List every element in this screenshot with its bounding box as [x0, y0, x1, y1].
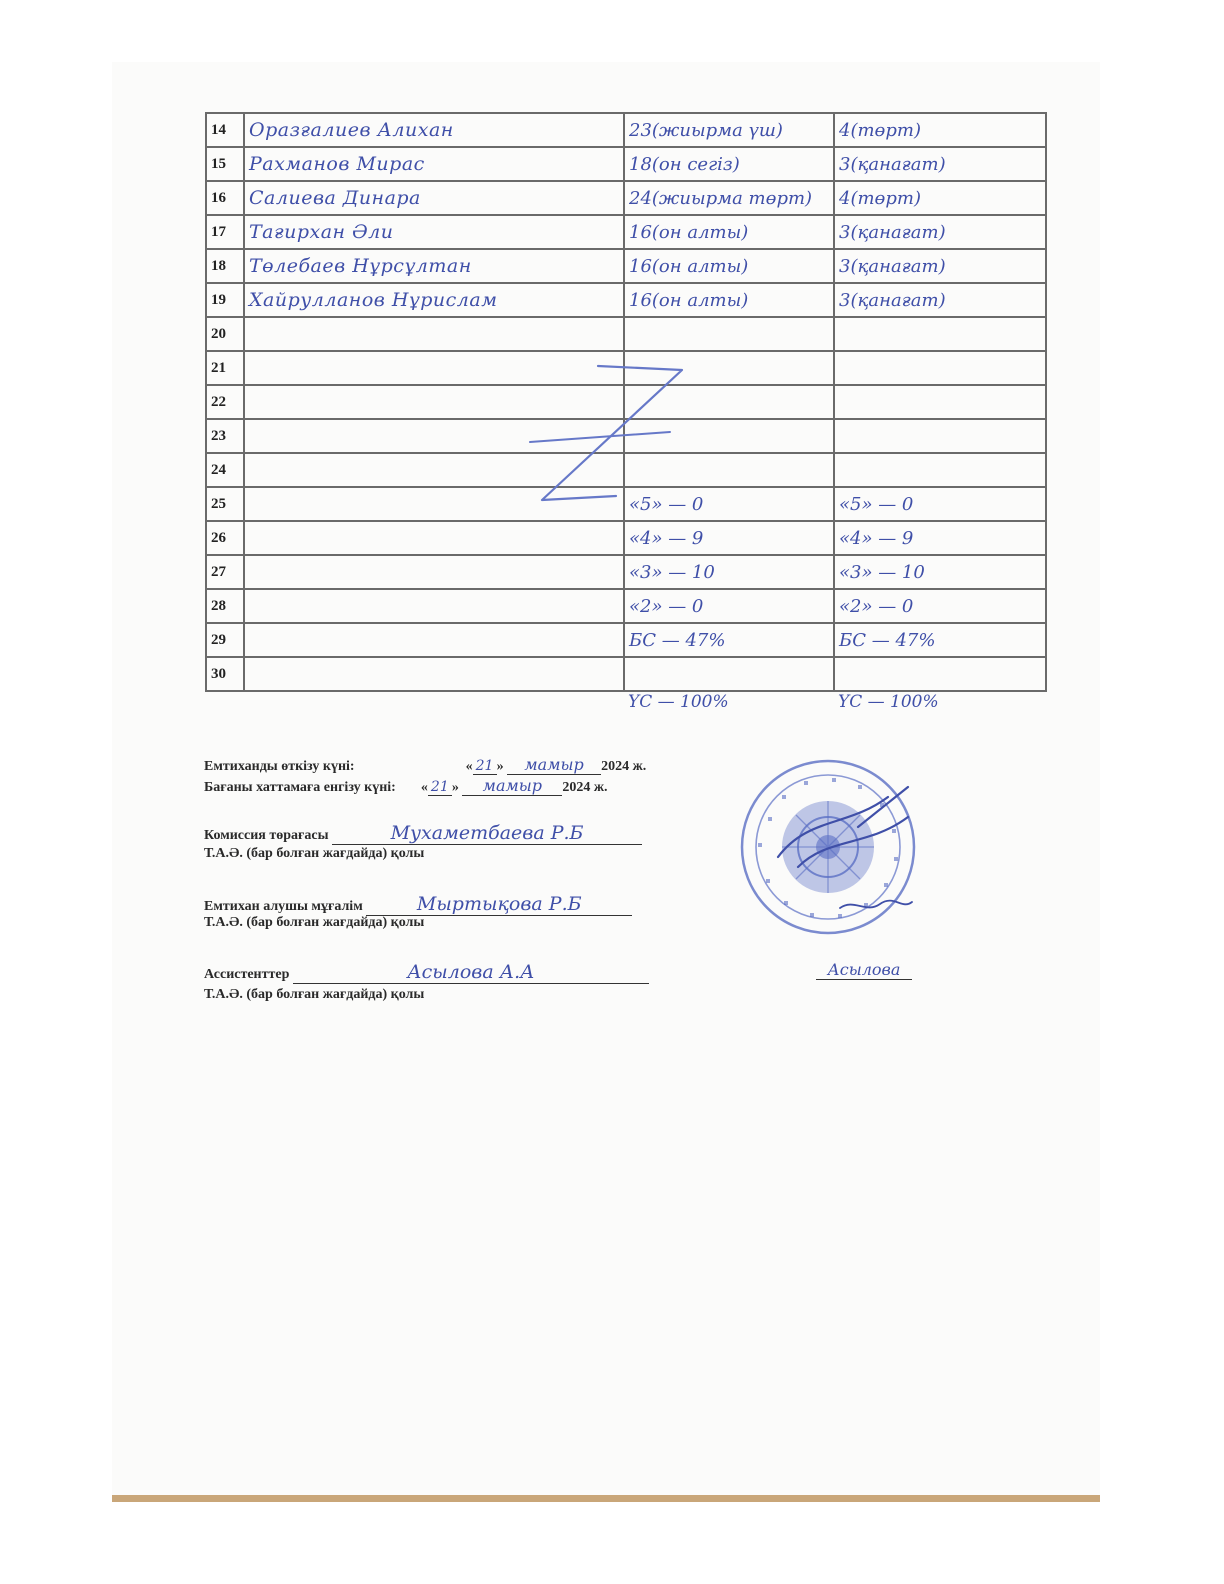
grade-mark-cell: [834, 385, 1046, 419]
teacher-right-signature: [836, 896, 916, 916]
student-name-cell: [244, 555, 624, 589]
grade-mark-cell: 4(төрт): [834, 181, 1046, 215]
entry-date-label: Бағаны хаттамаға енгізу күні:: [204, 780, 396, 795]
row-number: 27: [206, 555, 244, 589]
chair-signature: Мухаметбаева Р.Б: [332, 822, 642, 845]
table-row: [206, 623, 1046, 657]
exam-date-day: 21: [473, 758, 497, 775]
grade-score-cell: 23(жиырма үш): [624, 113, 834, 147]
table-row: [206, 521, 1046, 555]
grade-score-cell: «4» — 9: [624, 521, 834, 555]
table-row: [206, 249, 1046, 283]
grade-score-cell: «5» — 0: [624, 487, 834, 521]
grade-score-cell: [624, 317, 834, 351]
grade-score-cell: 16(он алты): [624, 249, 834, 283]
student-name-cell: Төлебаев Нұрсұлтан: [244, 249, 624, 283]
table-row: [206, 317, 1046, 351]
summary-row: [206, 691, 1046, 714]
student-name-cell: Хайрулланов Нұрислам: [244, 283, 624, 317]
teacher-label: Емтихан алушы мұғалім: [204, 899, 363, 914]
grade-score-cell: «2» — 0: [624, 589, 834, 623]
row-number: 17: [206, 215, 244, 249]
row-number: 28: [206, 589, 244, 623]
row-number: 16: [206, 181, 244, 215]
table-row: [206, 181, 1046, 215]
paper-edge: [112, 1495, 1100, 1502]
table-row: [206, 147, 1046, 181]
cancel-z-mark: [520, 352, 690, 512]
grade-mark-cell: [834, 453, 1046, 487]
grade-score-cell: 16(он алты): [624, 283, 834, 317]
entry-date-year: 2024 ж.: [562, 780, 608, 795]
grade-mark-cell: 3(қанағат): [834, 147, 1046, 181]
grade-mark-cell: «3» — 10: [834, 555, 1046, 589]
row-number: 19: [206, 283, 244, 317]
student-name-cell: [244, 657, 624, 691]
grade-score-cell: БС — 47%: [624, 623, 834, 657]
entry-date-month: мамыр: [462, 776, 562, 796]
grade-mark-cell: 4(төрт): [834, 113, 1046, 147]
entry-date-day: 21: [428, 779, 452, 796]
quality-percent-1: ҮС — 100%: [628, 692, 729, 712]
row-number: 14: [206, 113, 244, 147]
grade-mark-cell: «5» — 0: [834, 487, 1046, 521]
table-row: [206, 657, 1046, 691]
grade-score-cell: «3» — 10: [624, 555, 834, 589]
row-number: 26: [206, 521, 244, 555]
student-name-cell: Рахманов Мирас: [244, 147, 624, 181]
student-name-cell: [244, 317, 624, 351]
row-number: 29: [206, 623, 244, 657]
grade-score-cell: [624, 657, 834, 691]
student-name-cell: [244, 589, 624, 623]
teacher-signature: Мыртықова Р.Б: [366, 893, 632, 916]
row-number: 25: [206, 487, 244, 521]
row-number: 23: [206, 419, 244, 453]
exam-date-label: Емтиханды өткізу күні:: [204, 759, 355, 774]
table-row: [206, 555, 1046, 589]
grade-score-cell: 16(он алты): [624, 215, 834, 249]
row-number: 18: [206, 249, 244, 283]
student-name-cell: [244, 623, 624, 657]
assistants-subcaption: Т.А.Ә. (бар болған жағдайда) қолы: [204, 987, 425, 1002]
grade-mark-cell: [834, 419, 1046, 453]
row-number: 30: [206, 657, 244, 691]
teacher-row: [204, 893, 632, 916]
table-row: [206, 215, 1046, 249]
summary-spacer: [244, 691, 624, 714]
row-number: 20: [206, 317, 244, 351]
table-row: [206, 283, 1046, 317]
row-number: 21: [206, 351, 244, 385]
student-name-cell: Оразғалиев Алихан: [244, 113, 624, 147]
table-row: [206, 113, 1046, 147]
row-number: 22: [206, 385, 244, 419]
exam-date-month: мамыр: [507, 755, 601, 775]
chair-label: Комиссия төрағасы: [204, 828, 329, 843]
grade-mark-cell: БС — 47%: [834, 623, 1046, 657]
grade-mark-cell: [834, 317, 1046, 351]
grade-mark-cell: «2» — 0: [834, 589, 1046, 623]
student-name-cell: Салиева Динара: [244, 181, 624, 215]
assistants-signature: Асылова А.А: [293, 961, 649, 984]
exam-date-year: 2024 ж.: [601, 759, 647, 774]
assistants-label: Ассистенттер: [204, 967, 290, 982]
assistants-row: [204, 961, 649, 984]
grade-mark-cell: 3(қанағат): [834, 283, 1046, 317]
grade-mark-cell: [834, 351, 1046, 385]
grade-score-cell: 18(он сегіз): [624, 147, 834, 181]
entry-date-row: Бағаны хаттамаға енгізу күні: « 21 » мамыр 2024 ж.: [204, 776, 608, 795]
grade-mark-cell: 3(қанағат): [834, 215, 1046, 249]
exam-date-row: Емтиханды өткізу күні: « 21 » мамыр 2024 ж.: [204, 755, 647, 774]
quality-percent-2: ҮС — 100%: [838, 692, 939, 712]
grade-mark-cell: [834, 657, 1046, 691]
chair-subcaption: Т.А.Ә. (бар болған жағдайда) қолы: [204, 846, 425, 861]
chair-row: [204, 822, 642, 845]
grade-mark-cell: «4» — 9: [834, 521, 1046, 555]
row-number: 24: [206, 453, 244, 487]
summary-spacer: [206, 691, 244, 714]
grade-mark-cell: 3(қанағат): [834, 249, 1046, 283]
student-name-cell: Тағирхан Әли: [244, 215, 624, 249]
grade-score-cell: 24(жиырма төрт): [624, 181, 834, 215]
assistant-right-signature: Асылова: [816, 960, 912, 980]
row-number: 15: [206, 147, 244, 181]
teacher-subcaption: Т.А.Ә. (бар болған жағдайда) қолы: [204, 915, 425, 930]
table-row: [206, 589, 1046, 623]
student-name-cell: [244, 521, 624, 555]
